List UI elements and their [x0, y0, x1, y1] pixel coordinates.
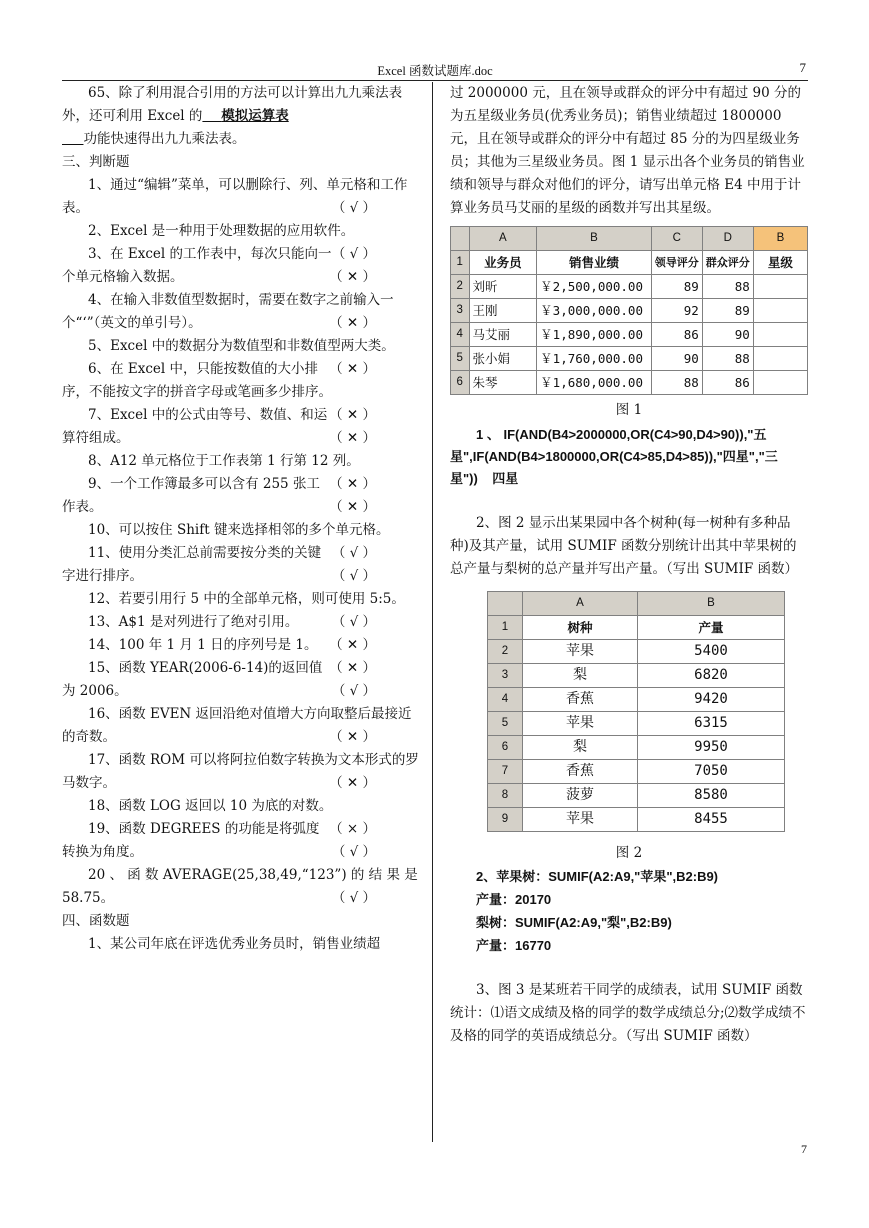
table-cell: ￥1,680,000.00: [537, 371, 652, 395]
col-header: C: [651, 227, 702, 251]
judgment-mark: （ √ ）: [331, 246, 376, 262]
header-cell: 业务员: [469, 251, 537, 275]
judgment-mark: （ √ ）: [331, 844, 376, 860]
judgment-item: 16、函数 EVEN 返回沿绝对值增大方向取整后最接近的奇数。 （ ✕ ）: [62, 703, 422, 749]
header-cell: 星级: [753, 251, 807, 275]
col-header: B: [537, 227, 652, 251]
judgment-mark: （ ✕ ）: [329, 315, 376, 331]
table-cell: 张小娟: [469, 347, 537, 371]
answer-1-result: 四星: [492, 471, 519, 486]
judgment-item: 14、100 年 1 月 1 日的序列号是 1。 （ ✕ ）: [62, 634, 422, 657]
section-heading-functions: 四、函数题: [62, 913, 130, 929]
section-heading-judgment: 三、判断题: [62, 154, 130, 170]
table-cell: 9420: [638, 688, 785, 712]
judgment-item: 17、函数 ROM 可以将阿拉伯数字转换为文本形式的罗马数字。 （ ✕ ）: [62, 749, 422, 795]
question-func-2: 2、图 2 显示出某果园中各个树种(每一树种有多种品种)及其产量，试用 SUMIF 函数分别统计出其中苹果树的总产量与梨树的总产量并写出产量。（写出 SUMIF 函数）: [450, 515, 798, 577]
judgment-item: 5、Excel 中的数据分为数值型和非数值型两大类。 （ ✕ ）: [62, 335, 422, 358]
figure-1-table: A B C D B 1 业务员 销售业绩 领导评分 群众评分 星级 2 刘昕 ￥2,500,000.00 89 88 3 王刚 ￥3,000,000.00 92 89 4 马艾丽 ￥1,890,000.00 86 90 5 张小娟 ￥1,760,000.00 90 88 6 朱琴 ￥1,680,000.00 88 86: [450, 226, 808, 395]
judgment-mark: （ ✕ ）: [329, 407, 376, 423]
judgment-item: 1、通过“编辑”菜单，可以删除行、列、单元格和工作表。 （ √ ）: [62, 174, 422, 220]
judgment-item: 10、可以按住 Shift 键来选择相邻的多个单元格。 （ √ ）: [62, 519, 422, 542]
header-cell: 销售业绩: [537, 251, 652, 275]
table-cell: 香蕉: [523, 688, 638, 712]
judgment-mark: （ ✕ ）: [329, 476, 376, 492]
table-cell: 王刚: [469, 299, 537, 323]
answer-2-line: 2、苹果树：SUMIF(A2:A9,"苹果",B2:B9): [476, 869, 719, 884]
table-cell: 梨: [523, 736, 638, 760]
answer-2-line: 梨树：SUMIF(A2:A9,"梨",B2:B9): [476, 915, 672, 930]
answer-2: [476, 865, 808, 957]
question-func-1-start: 1、某公司年底在评选优秀业务员时，销售业绩超: [88, 936, 381, 952]
judgment-list: [62, 174, 422, 910]
judgment-mark: （ ✕ ）: [329, 660, 376, 676]
judgment-mark: （ √ ）: [331, 614, 376, 630]
table-row: 4 马艾丽 ￥1,890,000.00 86 90: [451, 323, 808, 347]
col-header: D: [702, 227, 753, 251]
table-cell: 刘昕: [469, 275, 537, 299]
judgment-mark: （ ✕ ）: [329, 637, 376, 653]
judgment-mark: （ ✕ ）: [329, 430, 376, 446]
table-cell: 88: [651, 371, 702, 395]
col-header: A: [523, 592, 638, 616]
judgment-mark: （ √ ）: [331, 683, 376, 699]
header-cell: 群众评分: [702, 251, 753, 275]
judgment-item: 7、Excel 中的公式由等号、数值、和运算符组成。 （ ✕ ）: [62, 404, 422, 450]
header-cell: 产量: [638, 616, 785, 640]
table-cell: ￥2,500,000.00: [537, 275, 652, 299]
question-func-1-text: 过 2000000 元，且在领导或群众的评分中有超过 90 分的为五星级业务员(优秀业务员)；销售业绩超过 1800000 元，且在领导或群众的评分中有超过 85 分的为四星级业务员；其他为三星级业务员。图 1 显示出各个业务员的销售业绩和领导与群众对他们的评分，请写出单元格 E4 中用于计算业务员马艾丽的星级的函数并写出其星级。: [450, 85, 805, 216]
table-cell: 89: [651, 275, 702, 299]
judgment-item: 11、使用分类汇总前需要按分类的关键字进行排序。 （ √ ）: [62, 542, 422, 588]
judgment-item: 4、在输入非数值型数据时，需要在数字之前输入一个“‘”（英文的单引号）。 （ ✕ ）: [62, 289, 422, 335]
judgment-item: 2、Excel 是一种用于处理数据的应用软件。 （ √ ）: [62, 220, 422, 243]
table-cell: 6820: [638, 664, 785, 688]
table-cell: 苹果: [523, 808, 638, 832]
judgment-mark: （ ✕ ）: [329, 775, 376, 791]
judgment-mark: （ ✕ ）: [329, 729, 376, 745]
table-row: 2 刘昕 ￥2,500,000.00 89 88: [451, 275, 808, 299]
answer-2-line: 产量：16770: [476, 938, 552, 953]
table-cell: 8455: [638, 808, 785, 832]
header-page-number: 7: [799, 60, 806, 75]
table-cell: 9950: [638, 736, 785, 760]
judgment-item: 15、函数 YEAR(2006-6-14)的返回值为 2006。 （ √ ）: [62, 657, 422, 703]
table-cell: 苹果: [523, 640, 638, 664]
table-cell: 梨: [523, 664, 638, 688]
table-cell: ￥1,760,000.00: [537, 347, 652, 371]
document-title: Excel 函数试题库.doc: [377, 64, 493, 78]
table-cell: 86: [702, 371, 753, 395]
table-cell: 菠萝: [523, 784, 638, 808]
column-divider: [432, 82, 433, 1142]
judgment-item: 18、函数 LOG 返回以 10 为底的对数。 （ × ）: [62, 795, 422, 818]
figure-2-table: A B 1 树种 产量 2 苹果 5400 3 梨 6820 4 香蕉 9420 5 苹果 6315 6 梨 9950 7 香蕉 7050 8 菠萝 8580 9 苹果 8455: [487, 591, 785, 832]
judgment-item: 20 、 函 数 AVERAGE(25,38,49,“123”) 的 结 果 是 58.75。 （ √ ）: [62, 864, 422, 910]
table-cell: 6315: [638, 712, 785, 736]
judgment-item: 19、函数 DEGREES 的功能是将弧度转换为角度。 （ √ ）: [62, 818, 422, 864]
judgment-mark: （ √ ）: [331, 545, 376, 561]
figure-1-caption: 图 1: [615, 402, 643, 418]
answer-1: 1 、 IF(AND(B4>2000000,OR(C4>90,D4>90)),"五星",IF(AND(B4>1800000,OR(C4>85,D4>85)),"四星","三星")) 四星: [450, 427, 778, 486]
judgment-mark: （ √ ）: [331, 200, 376, 216]
judgment-mark: （ ✕ ）: [329, 361, 376, 377]
question-65: 65、除了利用混合引用的方法可以计算出九九乘法表外，还可利用 Excel 的 模拟运算表 功能快速得出九九乘法表。: [62, 85, 403, 147]
judgment-item: 8、A12 单元格位于工作表第 1 行第 12 列。 （ ✕ ）: [62, 450, 422, 473]
table-cell: 马艾丽: [469, 323, 537, 347]
right-column: [450, 82, 808, 1048]
table-cell: 92: [651, 299, 702, 323]
left-column: [62, 82, 422, 956]
col-header: B: [638, 592, 785, 616]
table-cell: 苹果: [523, 712, 638, 736]
answer-2-line: 产量：20170: [476, 892, 552, 907]
table-row: 2 苹果 5400: [488, 640, 785, 664]
table-cell: ￥3,000,000.00: [537, 299, 652, 323]
table-row: 5 张小娟 ￥1,760,000.00 90 88: [451, 347, 808, 371]
table-row: 5 苹果 6315: [488, 712, 785, 736]
judgment-mark: （ × ）: [329, 821, 376, 837]
table-row: 4 香蕉 9420: [488, 688, 785, 712]
table-row: 3 梨 6820: [488, 664, 785, 688]
footer-page-number: 7: [801, 1142, 807, 1156]
judgment-mark: （ √ ）: [331, 568, 376, 584]
table-cell: 7050: [638, 760, 785, 784]
judgment-item: 12、若要引用行 5 中的全部单元格，则可使用 5:5。 （ √ ）: [62, 588, 422, 611]
table-row: 6 朱琴 ￥1,680,000.00 88 86: [451, 371, 808, 395]
table-row: 8 菠萝 8580: [488, 784, 785, 808]
header-cell: 树种: [523, 616, 638, 640]
judgment-mark: （ ✕ ）: [329, 269, 376, 285]
table-row: 7 香蕉 7050: [488, 760, 785, 784]
judgment-item: 3、在 Excel 的工作表中，每次只能向一个单元格输入数据。 （ ✕ ）: [62, 243, 422, 289]
col-header: B: [753, 227, 807, 251]
table-cell: 86: [651, 323, 702, 347]
table-cell: 90: [702, 323, 753, 347]
judgment-mark: （ √ ）: [331, 890, 376, 906]
table-cell: ￥1,890,000.00: [537, 323, 652, 347]
table-cell: 88: [702, 275, 753, 299]
table-cell: 8580: [638, 784, 785, 808]
table-cell: 朱琴: [469, 371, 537, 395]
header-cell: 领导评分: [651, 251, 702, 275]
col-header: A: [469, 227, 537, 251]
table-cell: 88: [702, 347, 753, 371]
judgment-item: 6、在 Excel 中，只能按数值的大小排序，不能按文字的拼音字母或笔画多少排序。 （ ✕ ）: [62, 358, 422, 404]
figure-2-caption: 图 2: [615, 845, 643, 861]
table-row: 9 苹果 8455: [488, 808, 785, 832]
table-row: 6 梨 9950: [488, 736, 785, 760]
table-cell: 香蕉: [523, 760, 638, 784]
table-cell: 90: [651, 347, 702, 371]
judgment-item: 13、A$1 是对列进行了绝对引用。 （ ✕ ）: [62, 611, 422, 634]
table-cell: 89: [702, 299, 753, 323]
table-cell: 5400: [638, 640, 785, 664]
judgment-item: 9、一个工作簿最多可以含有 255 张工作表。 （ ✕ ）: [62, 473, 422, 519]
judgment-mark: （ ✕ ）: [329, 499, 376, 515]
answer-blank: 模拟运算表: [221, 108, 289, 124]
page-header: [62, 60, 808, 81]
question-func-3: 3、图 3 是某班若干同学的成绩表，试用 SUMIF 函数统计：⑴语文成绩及格的同学的数学成绩总分;⑵数学成绩不及格的同学的英语成绩总分。（写出 SUMIF 函数）: [450, 982, 806, 1044]
table-row: 3 王刚 ￥3,000,000.00 92 89: [451, 299, 808, 323]
